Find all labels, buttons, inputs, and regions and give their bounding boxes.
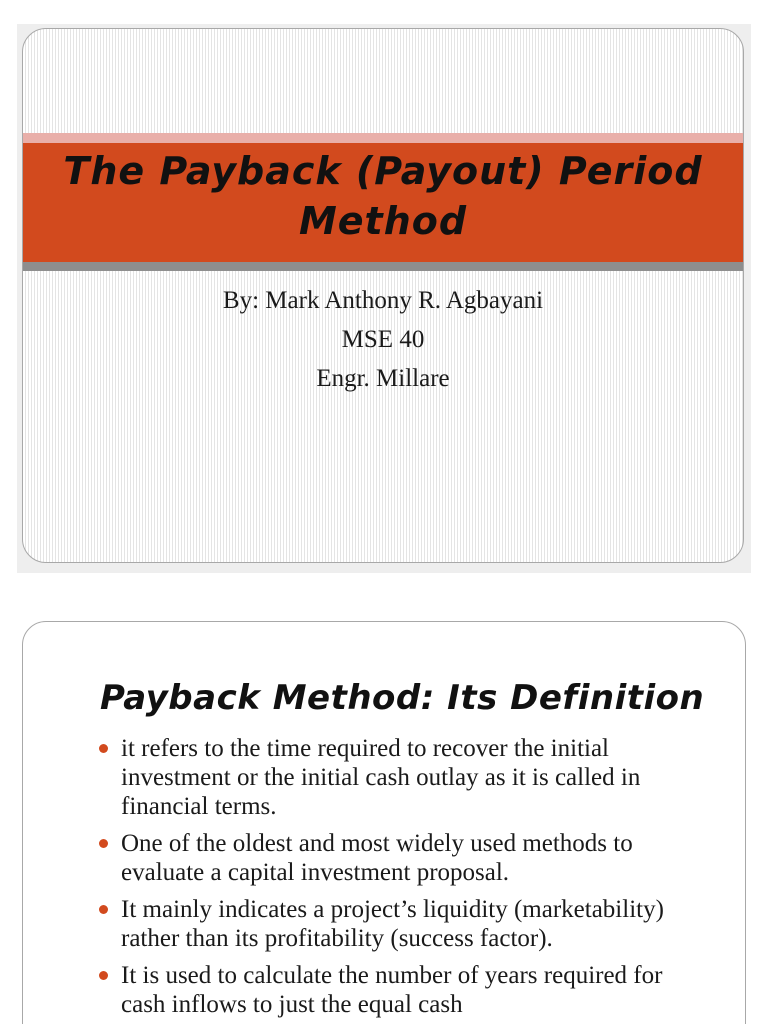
list-item [97,829,707,887]
slide-1-title [23,146,743,246]
bullet-icon [99,905,108,914]
slide-1-title-line-1: The Payback (Payout) Period [63,149,703,193]
bullet-icon [99,744,108,753]
bullet-text: It is used to calculate the number of years required for cash inflows to just the equal cash [121,962,663,1018]
slide-1-title-line-2: Method [298,199,468,243]
title-band-top-stripe [23,133,743,143]
slide-1-subtitle [23,281,743,398]
list-item [97,961,707,1019]
slide-2 [22,621,746,1024]
bullet-icon [99,839,108,848]
list-item [97,895,707,953]
slide-2-title: Payback Method: Its Definition [100,678,705,718]
course-line: MSE 40 [341,326,425,353]
author-line: By: Mark Anthony R. Agbayani [222,287,544,314]
slide-1 [22,28,744,563]
instructor-line: Engr. Millare [316,365,450,392]
bullet-text: One of the oldest and most widely used methods to evaluate a capital investment proposal. [121,830,633,886]
title-band-bottom-stripe [23,262,743,271]
bullet-text: It mainly indicates a project’s liquidity (marketability) rather than its profitability (success factor). [121,896,664,952]
bullet-list [97,734,707,1024]
bullet-icon [99,971,108,980]
list-item [97,734,707,821]
bullet-text: it refers to the time required to recover the initial investment or the initial cash outlay as it is called in financial terms. [121,735,641,820]
